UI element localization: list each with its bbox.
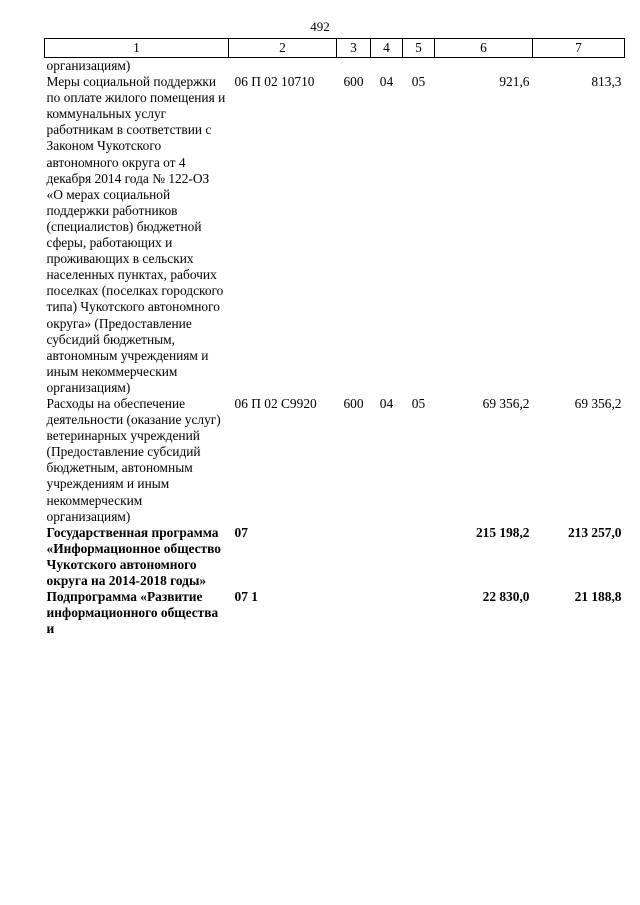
row-code: 07 — [234, 524, 248, 540]
header-col-5: 5 — [403, 39, 435, 58]
row-value-6: 921,6 — [499, 74, 530, 90]
row-value-6: 215 198,2 — [475, 524, 530, 540]
row-vr — [337, 58, 371, 75]
row-vr: 600 — [343, 74, 364, 90]
row-code: 07 1 — [234, 589, 258, 605]
row-value-6 — [435, 58, 533, 75]
row-value-7: 21 188,8 — [574, 589, 622, 605]
row-pr — [403, 589, 435, 637]
row-rz: 04 — [379, 74, 394, 90]
row-value-6: 69 356,2 — [482, 395, 530, 411]
row-rz — [371, 589, 403, 637]
row-rz — [371, 58, 403, 75]
header-col-2: 2 — [229, 39, 337, 58]
table-row — [45, 74, 625, 396]
header-row — [45, 39, 625, 58]
row-value-7: 69 356,2 — [574, 395, 622, 411]
row-name: Меры социальной поддержки по оплате жилого помещения и коммунальных услуг работникам в соответствии с Законом Чукотского автономного округа от 4 декабря 2014 года № 122-ОЗ «О мерах социальной поддержки работников (специалистов) бюджетной сферы, работающих и проживающих в сельских населенных пунктах, рабочих поселках (поселках городского типа) Чукотского автономного округа» (Предоставление субсидий бюджетным, автономным учреждениям и иным некоммерческим организациям) — [46, 74, 226, 395]
row-name: Расходы на обеспечение деятельности (оказание услуг) ветеринарных учреждений (Предоставление субсидий бюджетным, автономным учреждениям и иным некоммерческим организациям) — [46, 395, 221, 524]
table-row — [45, 589, 625, 637]
page-number: 492 — [310, 19, 330, 34]
row-value-7: 813,3 — [591, 74, 622, 90]
row-vr: 600 — [343, 395, 364, 411]
table-row — [45, 396, 625, 525]
row-pr: 05 — [411, 395, 426, 411]
row-name: Подпрограмма «Развитие информационного общества и — [46, 589, 219, 637]
row-rz: 04 — [379, 395, 394, 411]
header-col-6: 6 — [435, 39, 533, 58]
row-pr: 05 — [411, 74, 426, 90]
header-col-3: 3 — [337, 39, 371, 58]
table-row — [45, 525, 625, 589]
row-code: 06 П 02 С9920 — [234, 395, 317, 411]
row-value-7: 213 257,0 — [567, 524, 622, 540]
row-vr — [337, 589, 371, 637]
row-name: организациям) — [46, 58, 131, 73]
row-code — [229, 58, 337, 75]
header-col-7: 7 — [533, 39, 625, 58]
budget-table — [44, 38, 625, 637]
row-vr — [337, 525, 371, 589]
row-value-6: 22 830,0 — [482, 589, 530, 605]
row-value-7 — [533, 58, 625, 75]
header-col-4: 4 — [371, 39, 403, 58]
row-rz — [371, 525, 403, 589]
row-name: Государственная программа «Информационное общество Чукотского автономного округа на 2014-2018 годы» — [46, 524, 221, 588]
header-col-1: 1 — [45, 39, 229, 58]
row-pr — [403, 58, 435, 75]
row-code: 06 П 02 10710 — [234, 74, 315, 90]
table-row — [45, 58, 625, 75]
row-pr — [403, 525, 435, 589]
